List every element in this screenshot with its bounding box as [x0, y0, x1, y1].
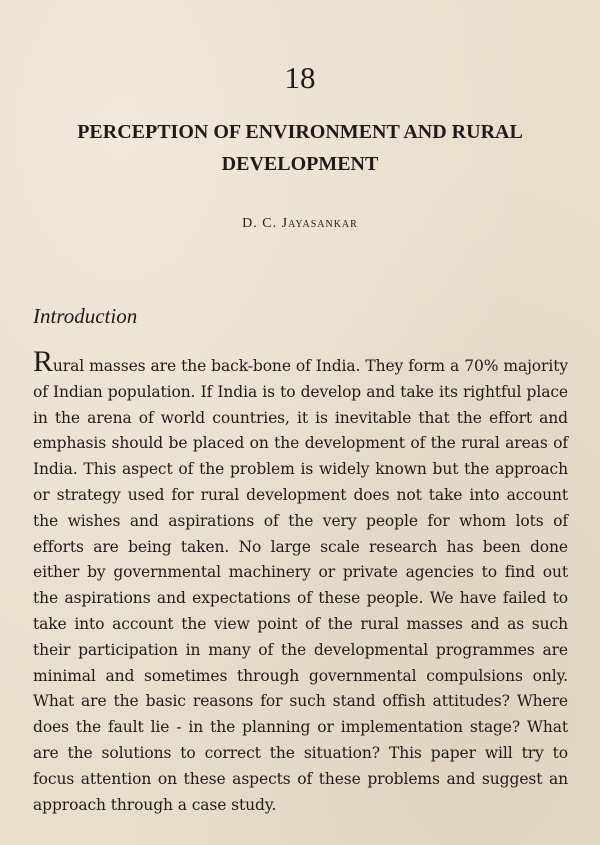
author-name: D. C. Jayasankar — [242, 216, 358, 231]
section-heading: Introduction — [33, 304, 138, 328]
paragraph-text: ural masses are the back-bone of India. They form a 70% majority of Indian population. If India is to develop and take its rightful place in the arena of world countries, it is inevitable that the effort and emphasis should be placed on the development of the rural areas of India. This aspect of the problem is widely known but the approach or strategy used for rural development does not take into account the wishes and aspirations of the very people for whom lots of efforts are being taken. No large scale research has been done either by governmental machinery or private agencies to find out the aspirations and expectations of these people. We have failed to take into account the view point of the rural masses and as such their participation in many of the developmental programmes are minimal and sometimes through governmental compulsions only. What are the basic reasons for such stand offish attitudes? Where does the fault lie - in the planning or implementation stage? What are the solutions to correct the situation? This paper will try to focus attention on these aspects of these problems and suggest an approach through a case study. — [33, 357, 568, 814]
body-paragraph — [33, 345, 568, 818]
drop-cap: R — [33, 345, 53, 378]
chapter-title: PERCEPTION OF ENVIRONMENT AND RURAL DEVELOPMENT — [77, 121, 523, 175]
chapter-number: 18 — [284, 60, 316, 95]
